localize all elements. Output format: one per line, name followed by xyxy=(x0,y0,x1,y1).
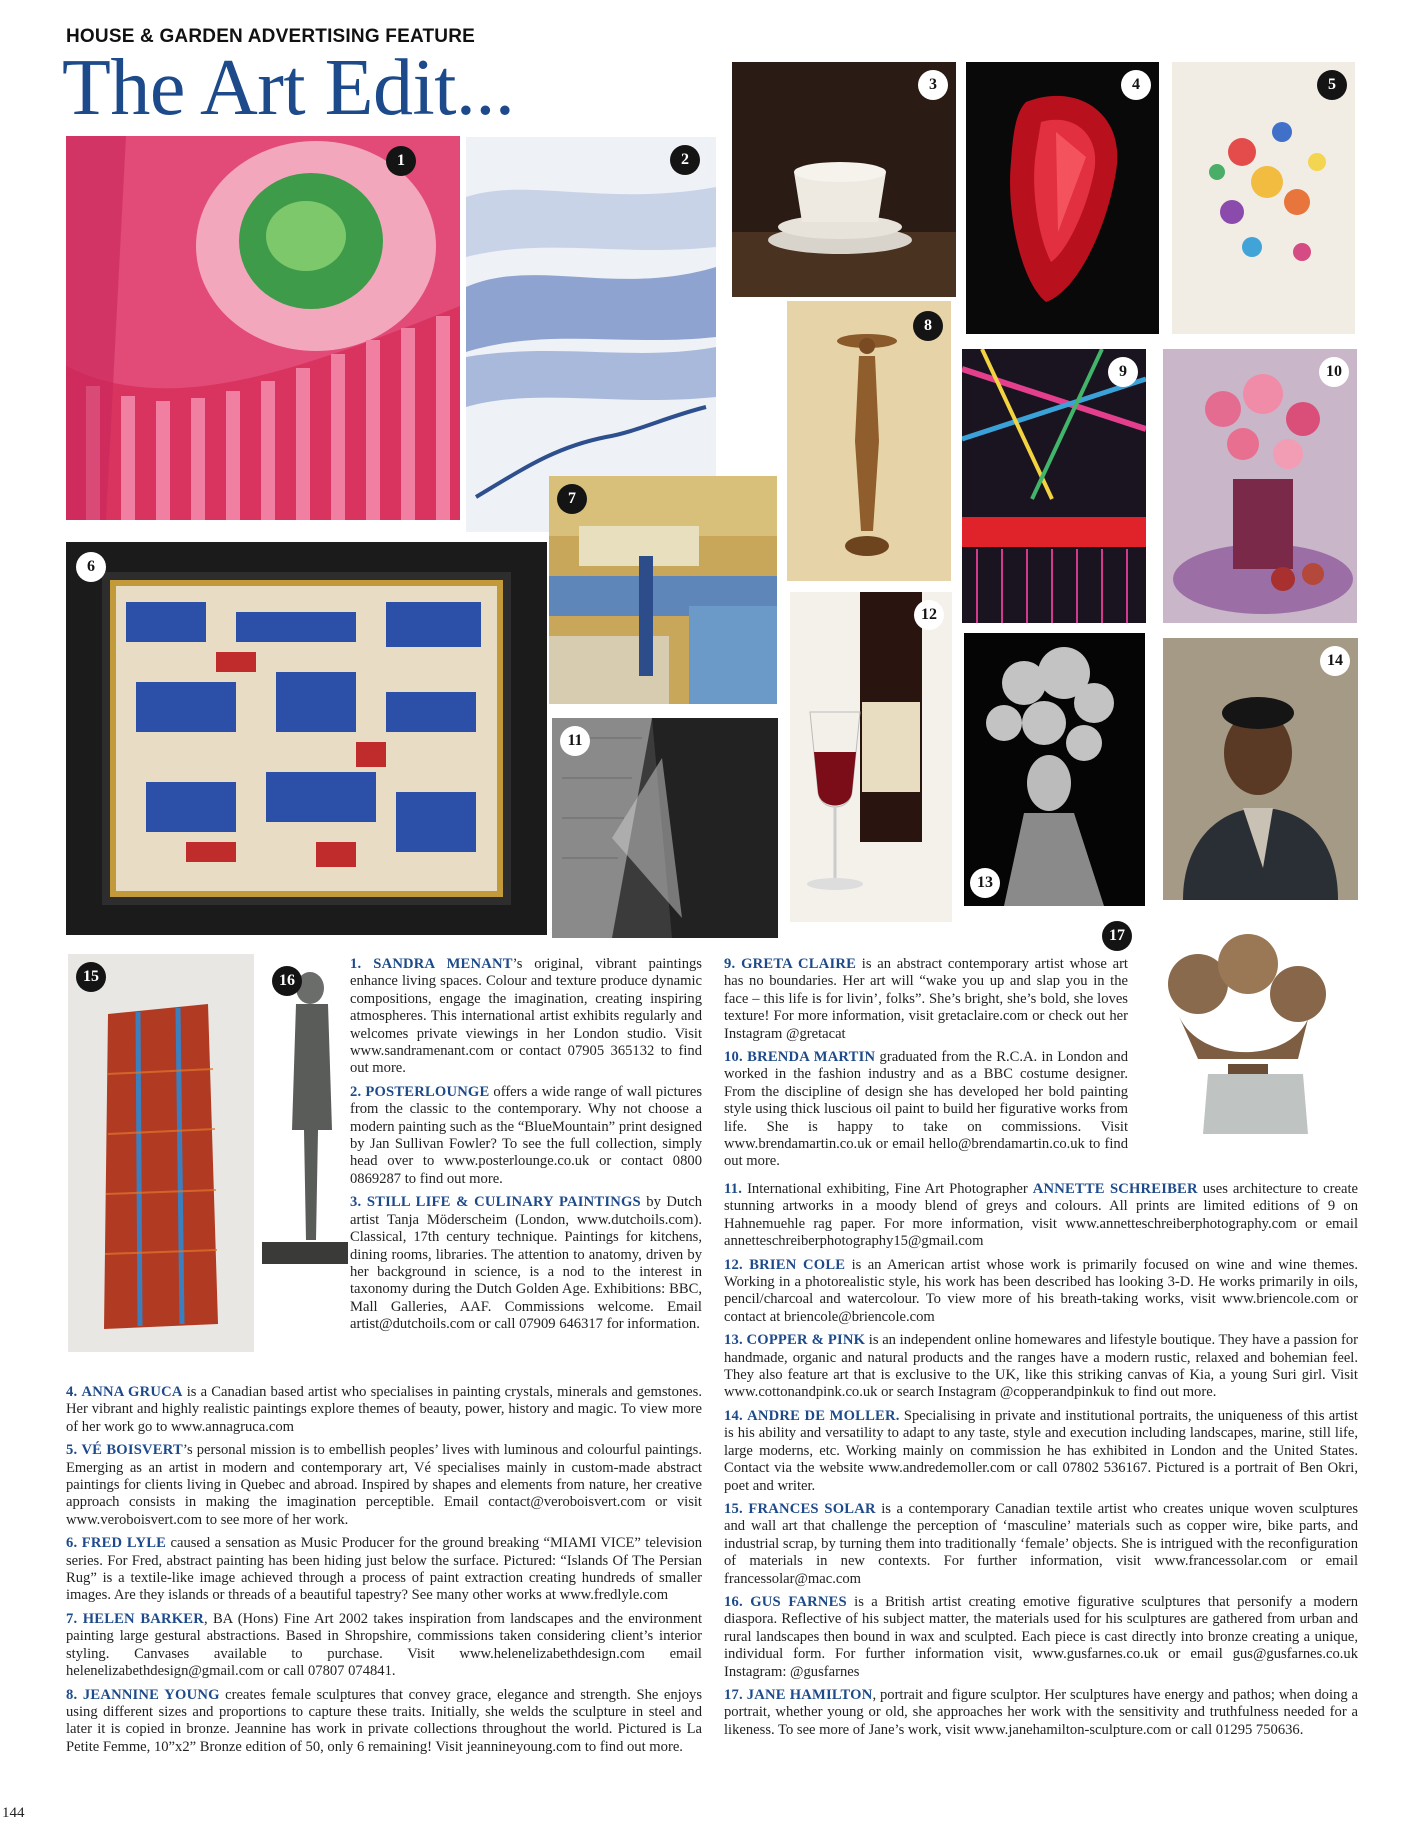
entry-16-num: 16. xyxy=(724,1593,743,1610)
entry-3-name: STILL LIFE & CULINARY PAINTINGS xyxy=(366,1194,641,1211)
number-badge-6: 6 xyxy=(76,552,106,582)
artwork-4-image xyxy=(966,62,1159,334)
entry-3-text: by Dutch artist Tanja Möderscheim (London, www.dutchoils.com). Classical, 17th century technique. Paintings for kitchens, dining rooms, libraries. The attention to anatomy, driven by her background in science, is a nod to the interest in taxonomy during the Dutch Golden Age. Exhibitions: BBC, Mall Galleries, AAF. Commissions welcome. Email artist@dutchoils.com or call 07909 646317 for information. xyxy=(350,1194,702,1333)
entry-15-name: FRANCES SOLAR xyxy=(748,1500,876,1517)
artwork-6-image xyxy=(66,542,547,935)
number-badge-10: 10 xyxy=(1319,357,1349,387)
entry-9-name: GRETA CLAIRE xyxy=(741,956,857,972)
artwork-2-image xyxy=(466,137,716,532)
artwork-9-image xyxy=(962,349,1146,623)
entry-17-text: , portrait and figure sculptor. Her sculptures have energy and pathos; when doing a portrait, whether young or old, she approaches her work with the sensitivity and truthfulness needed for a likeness. To see more of Jane’s work, visit www.janehamilton-sculpture.com or call 01295 750636. xyxy=(724,1686,1358,1738)
entry-8-text: creates female sculptures that convey grace, elegance and strength. She enjoys using different sizes and proportions to capture these traits. Initially, she welds the sculpture in steel and later it is copied in bronze. Jeannine has work in private collections throughout the world. Pictured is La Petite Femme, 10”x2” Bronze edition of 50, only 6 remaining! Visit jeannineyoung.com to find out more. xyxy=(66,1686,702,1755)
entry-13-text: is an independent online homewares and lifestyle boutique. They have a passion for handmade, organic and natural products and the ranges have a modern rustic, relaxed and bohemian feel. They also feature art that is exclusive to the UK, like this striking canvas of Kia, a young Suri girl. Visit www.cottonandpink.co.uk or search Instagram @copperandpinkuk to find out more. xyxy=(724,1332,1359,1401)
entry-15-text: is a contemporary Canadian textile artist who creates unique woven sculptures and wall art that challenge the perception of ‘masculine’ materials such as copper wire, bike parts, and industrial scrap, by turning them into traditionally ‘female’ objects. She is intrigued with the reconfiguration of materials in new contexts. For further information, visit www.francessolar.com or email francessolar@mac.com xyxy=(724,1500,1358,1587)
entry-16-text: is a British artist creating emotive figurative sculptures that personify a modern diaspora. Reflective of his subject matter, the materials used for his sculptures are gathered from urban and rural landscapes then bound in wax and sculpted. Each piece is cast directly into bronze creating a unique, individual form. For further information visit, www.gusfarnes.co.uk or email gus@gusfarnes.co.uk Instagram: @gusfarnes xyxy=(724,1593,1358,1680)
entry-9-num: 9. xyxy=(724,956,736,972)
number-badge-11: 11 xyxy=(560,726,590,756)
artwork-15-image xyxy=(68,954,254,1352)
number-badge-13: 13 xyxy=(970,868,1000,898)
number-badge-17: 17 xyxy=(1102,921,1132,951)
entries-11-17 xyxy=(724,1181,1358,1745)
entry-3 xyxy=(350,1194,702,1333)
entry-4-num: 4. xyxy=(66,1384,78,1400)
entry-5-name: VÉ BOISVERT xyxy=(81,1442,183,1459)
entries-1-3 xyxy=(350,956,702,1340)
entry-17-num: 17. xyxy=(724,1686,743,1703)
entry-10-text: graduated from the R.C.A. in London and worked in the fashion industry and as a BBC costume designer. From the discipline of design she has developed her bold painting style using thick luscious oil paint to build her figurative works from life. She is happy to take on commissions. Visit www.brendamartin.co.uk or email hello@brendamartin.co.uk to find out more. xyxy=(724,1049,1129,1170)
advertising-feature-kicker: HOUSE & GARDEN ADVERTISING FEATURE xyxy=(66,26,475,47)
entry-16 xyxy=(724,1594,1358,1681)
entry-11-pre: International exhibiting, Fine Art Photographer xyxy=(742,1181,1033,1197)
entry-13-num: 13. xyxy=(724,1332,743,1349)
number-badge-12: 12 xyxy=(914,600,944,630)
entry-4-text: is a Canadian based artist who specialises in painting crystals, minerals and gemstones. Her vibrant and highly realistic paintings explore themes of beauty, power, history and magic. To view more of her work go to www.annagruca.com xyxy=(66,1384,702,1435)
entries-4-8 xyxy=(66,1384,702,1762)
entry-8-name: JEANNINE YOUNG xyxy=(82,1686,220,1703)
entry-9-text: is an abstract contemporary artist whose art has no boundaries. Her art will “wake you up and slap you in the face – this life is for livin’, folks”. She’s bright, she’s bold, she loves texture! For more information, visit gretaclaire.com or check out her Instagram @gretacat xyxy=(724,956,1128,1042)
number-badge-15: 15 xyxy=(76,962,106,992)
artwork-7-image xyxy=(549,476,777,704)
entry-9 xyxy=(724,956,1128,1043)
entry-1 xyxy=(350,956,702,1078)
entry-7-text: , BA (Hons) Fine Art 2002 takes inspiration from landscapes and the environment painting large gestural abstractions. Based in Shropshire, commissions taken considering client’s interior styling. Canvases available to purchase. Visit www.helenelizabethdesign.com email helenelizabethdesign@gmail.com or call 07807 074841. xyxy=(66,1610,703,1680)
artwork-13-image xyxy=(964,633,1145,906)
artwork-10-image xyxy=(1163,349,1357,623)
entry-2-name: POSTERLOUNGE xyxy=(365,1083,490,1100)
entry-12-text: is an American artist whose work is primarily focused on wine and wine themes. Working in a photorealistic style, his work has been described has looking 3-D. He works primarily in oils, pencil/charcoal and watercolour. To view more of his breath-taking works, visit www.briencole.com or contact at briencole@briencole.com xyxy=(724,1256,1359,1325)
entry-5-text: ’s personal mission is to embellish peoples’ lives with luminous and colourful paintings. Emerging as an artist in modern and contemporary art, Vé specialises mainly in custom-made abstract paintings for clients living in Quebec and abroad. Inspired by shapes and elements from nature, her creative approach consists in making the imagination perceptible. Email contact@veroboisvert.com or visit www.veroboisvert.com to see more of her work. xyxy=(66,1442,702,1528)
entry-12 xyxy=(724,1257,1358,1327)
entry-10-num: 10. xyxy=(724,1049,743,1066)
number-badge-5: 5 xyxy=(1317,70,1347,100)
artwork-3-image xyxy=(732,62,956,297)
entry-8-num: 8. xyxy=(66,1686,78,1703)
entry-11 xyxy=(724,1181,1358,1251)
artwork-8-image xyxy=(787,301,951,581)
entry-13 xyxy=(724,1332,1358,1402)
entry-15 xyxy=(724,1501,1358,1588)
entry-13-name: COPPER & PINK xyxy=(746,1332,866,1349)
entry-6-name: FRED LYLE xyxy=(81,1535,167,1552)
entry-7-num: 7. xyxy=(66,1610,78,1627)
entry-5-num: 5. xyxy=(66,1442,78,1459)
number-badge-16: 16 xyxy=(272,966,302,996)
entry-8 xyxy=(66,1687,702,1757)
entry-15-num: 15. xyxy=(724,1500,743,1517)
number-badge-2: 2 xyxy=(670,145,700,175)
number-badge-4: 4 xyxy=(1121,70,1151,100)
entry-2 xyxy=(350,1084,702,1188)
entry-7-name: HELEN BARKER xyxy=(82,1610,204,1627)
artwork-16-image xyxy=(262,960,348,1270)
entry-1-text: ’s original, vibrant paintings enhance living spaces. Colour and texture produce dynamic compositions, engage the imagination, creating inspiring atmospheres. This international artist exhibits regularly and welcomes private viewings in her London studio. Visit www.sandramenant.com or contact 07905 365132 to find out more. xyxy=(350,956,702,1077)
number-badge-8: 8 xyxy=(913,311,943,341)
artwork-12-image xyxy=(790,592,952,922)
page-title: The Art Edit... xyxy=(62,44,515,132)
entry-17 xyxy=(724,1687,1358,1739)
entry-12-num: 12. xyxy=(724,1256,743,1273)
artwork-1-image xyxy=(66,136,460,520)
entry-3-num: 3. xyxy=(350,1194,362,1211)
entry-11-text: uses architecture to create stunning artworks in a moody blend of greys and colours. All prints are limited editions of 9 on Hahnemuehle rag paper. For more information, visit www.annetteschreiberphotography.com or email annetteschreiberphotography15@gmail.com xyxy=(724,1181,1358,1250)
entry-14-num: 14. xyxy=(724,1407,743,1424)
entry-4-name: ANNA GRUCA xyxy=(81,1384,183,1400)
entry-14-text: Specialising in private and institutional portraits, the uniqueness of this artist is his ability and versatility to adapt to any taste, style and execution including landscapes, marine, still life, large moderns, etc. Working mainly on commission he has exhibited in London and the United States. Contact via the website www.andredemoller.com or call 07802 536167. Pictured is a portrait of Ben Okri, poet and writer. xyxy=(724,1407,1358,1494)
entry-1-name: SANDRA MENANT xyxy=(373,956,513,972)
number-badge-14: 14 xyxy=(1320,646,1350,676)
entry-6 xyxy=(66,1535,702,1605)
entry-10 xyxy=(724,1049,1128,1171)
entry-1-num: 1. xyxy=(350,956,362,972)
artwork-14-image xyxy=(1163,638,1358,900)
entry-6-text: caused a sensation as Music Producer for the ground breaking “MIAMI VICE” television series. For Fred, abstract painting has been hiding just below the surface. Pictured: “Islands Of The Persian Rug” is a textile-like image achieved through a process of paint extraction creating hundreds of smaller images. Are they islands or threads of a beautiful tapestry? See many other works at www.fredlyle.com xyxy=(66,1535,703,1604)
entry-12-name: BRIEN COLE xyxy=(749,1256,846,1273)
entries-9-10 xyxy=(724,956,1128,1177)
number-badge-7: 7 xyxy=(557,484,587,514)
entry-14-name: ANDRE DE MOLLER. xyxy=(747,1407,900,1424)
number-badge-9: 9 xyxy=(1108,357,1138,387)
number-badge-3: 3 xyxy=(918,70,948,100)
entry-2-text: offers a wide range of wall pictures from the classic to the contemporary. Why not choose a modern painting such as the “BlueMountain” print designed by Jan Sullivan Fowler? To see the full collection, simply head over to www.posterlounge.co.uk or contact 0800 0869287 to find out more. xyxy=(350,1083,702,1187)
entry-11-name: ANNETTE SCHREIBER xyxy=(1032,1181,1198,1197)
number-badge-1: 1 xyxy=(386,146,416,176)
entry-4 xyxy=(66,1384,702,1436)
entry-17-name: JANE HAMILTON xyxy=(746,1686,873,1703)
entry-5 xyxy=(66,1442,702,1529)
entry-10-name: BRENDA MARTIN xyxy=(747,1049,876,1066)
artwork-11-image xyxy=(552,718,778,938)
entry-6-num: 6. xyxy=(66,1535,78,1552)
entry-11-num: 11. xyxy=(724,1181,743,1197)
entry-14 xyxy=(724,1408,1358,1495)
entry-2-num: 2. xyxy=(350,1083,362,1100)
artwork-17-image xyxy=(1138,924,1356,1140)
artwork-5-image xyxy=(1172,62,1355,334)
entry-16-name: GUS FARNES xyxy=(750,1593,847,1610)
entry-7 xyxy=(66,1611,702,1681)
page-number: 144 xyxy=(2,1805,25,1821)
